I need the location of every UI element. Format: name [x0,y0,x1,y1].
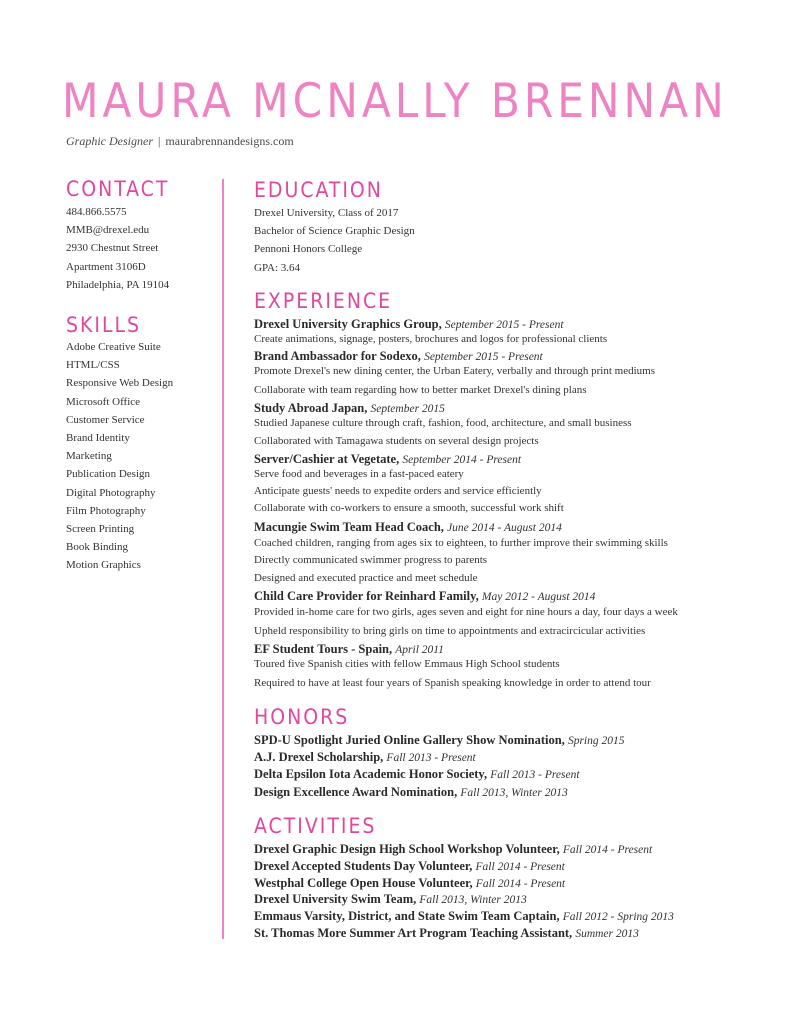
experience-heading: EXPERIENCE [254,289,393,313]
skill-item: Responsive Web Design [66,377,174,390]
honor-item [254,786,568,800]
activity-item [254,893,527,907]
contact-list [66,203,169,294]
skills-heading: SKILLS [66,313,141,337]
activity-name: St. Thomas More Summer Art Program Teaching Assistant, [254,926,573,940]
experience-detail: Toured five Spanish cities with fellow Emmaus High School students [254,658,560,670]
experience-detail: Provided in-home care for two girls, ages seven and eight for nine hours a day, four days a week [254,606,678,618]
experience-detail: Collaborate with co-workers to ensure a smooth, successful work shift [254,502,564,514]
honor-date: Fall 2013 - Present [386,752,476,764]
activity-date: Fall 2013, Winter 2013 [419,894,527,906]
experience-detail: Collaborate with team regarding how to better market Drexel's dining plans [254,384,587,396]
education-line: Bachelor of Science Graphic Design [254,225,415,237]
education-line: Drexel University, Class of 2017 [254,207,399,219]
experience-title [254,453,521,467]
activity-item [254,927,639,941]
employer-name: Drexel University Graphics Group, [254,317,442,331]
activity-name: Westphal College Open House Volunteer, [254,876,473,890]
activity-name: Emmaus Varsity, District, and State Swim Team Captain, [254,909,560,923]
activity-date: Fall 2012 - Spring 2013 [562,911,674,923]
activity-item [254,843,652,857]
experience-detail: Designed and executed practice and meet schedule [254,572,478,584]
contact-heading: CONTACT [66,177,170,201]
activity-name: Drexel Accepted Students Day Volunteer, [254,859,473,873]
honor-name: A.J. Drexel Scholarship, [254,750,384,764]
skill-item: Digital Photography [66,486,156,499]
honor-name: Design Excellence Award Nomination, [254,785,458,799]
education-line: GPA: 3.64 [254,262,301,274]
experience-date: September 2014 - Present [402,454,522,466]
contact-street: 2930 Chestnut Street [66,242,159,255]
honor-name: SPD-U Spotlight Juried Online Gallery Show Nomination, [254,733,565,747]
honor-item [254,751,476,765]
experience-title [254,590,595,604]
job-title: Graphic Designer [66,134,153,148]
activity-date: Fall 2014 - Present [475,861,565,873]
employer-name: Study Abroad Japan, [254,401,368,415]
employer-name: EF Student Tours - Spain, [254,642,393,656]
experience-detail: Studied Japanese culture through craft, fashion, food, architecture, and small business [254,417,632,429]
honors-heading: HONORS [254,705,350,729]
column-divider [222,179,224,939]
experience-date: September 2015 - Present [444,319,564,331]
activity-date: Fall 2014 - Present [475,878,566,890]
employer-name: Server/Cashier at Vegetate, [254,452,400,466]
activity-item [254,860,565,874]
experience-detail: Upheld responsibility to bring girls on time to appointments and extracircicular activities [254,625,646,637]
contact-apartment: Apartment 3106D [66,260,146,273]
skill-item: HTML/CSS [66,359,120,372]
experience-detail: Serve food and beverages in a fast-paced eatery [254,468,464,480]
skill-item: Adobe Creative Suite [66,341,161,353]
experience-detail: Create animations, signage, posters, brochures and logos for professional clients [254,333,608,345]
activities-heading: ACTIVITIES [254,814,377,838]
skill-item: Brand Identity [66,431,130,444]
skill-item: Film Photography [66,504,146,517]
experience-detail: Anticipate guests' needs to expedite orders and service efficiently [254,485,542,497]
honor-date: Spring 2015 [567,735,625,747]
website-link[interactable]: maurabrennandesigns.com [165,134,294,148]
resume-subtitle [66,134,294,149]
experience-date: May 2012 - August 2014 [481,591,596,603]
employer-name: Brand Ambassador for Sodexo, [254,349,421,363]
activity-item [254,910,674,924]
honor-item [254,734,624,748]
experience-detail: Coached children, ranging from ages six to eighteen, to further improve their swimming skills [254,537,668,549]
experience-detail: Collaborated with Tamagawa students on several design projects [254,435,539,447]
skill-item: Motion Graphics [66,559,141,572]
employer-name: Macungie Swim Team Head Coach, [254,520,444,534]
experience-title [254,521,562,535]
skill-item: Customer Service [66,413,145,426]
experience-title [254,643,444,657]
experience-title [254,318,564,332]
skill-item: Screen Printing [66,522,135,535]
activity-date: Summer 2013 [575,928,639,940]
experience-detail: Promote Drexel's new dining center, the Urban Eatery, verbally and through print mediums [254,365,655,377]
experience-title [254,402,445,416]
contact-email[interactable]: MMB@drexel.edu [66,224,150,237]
education-heading: EDUCATION [254,178,383,202]
employer-name: Child Care Provider for Reinhard Family, [254,589,479,603]
skill-item: Book Binding [66,541,129,554]
activity-name: Drexel Graphic Design High School Workshop Volunteer, [254,842,560,856]
skill-item: Microsoft Office [66,395,141,408]
activity-date: Fall 2014 - Present [562,844,653,856]
experience-date: April 2011 [395,644,444,656]
experience-date: September 2015 - Present [424,351,543,363]
honor-item [254,768,580,782]
contact-city: Philadelphia, PA 19104 [66,278,170,291]
honor-date: Fall 2013, Winter 2013 [460,787,568,799]
education-line: Pennoni Honors College [254,243,363,255]
activity-item [254,877,565,891]
skill-item: Publication Design [66,468,151,481]
experience-title [254,350,543,364]
skill-item: Marketing [66,450,112,463]
honor-date: Fall 2013 - Present [490,769,580,781]
experience-detail: Directly communicated swimmer progress to parents [254,554,488,566]
subtitle-separator: | [158,134,161,148]
experience-date: June 2014 - August 2014 [447,522,562,534]
skills-list [66,338,173,574]
activity-name: Drexel University Swim Team, [254,892,417,906]
experience-date: September 2015 [370,403,445,415]
resume-name: MAURA MCNALLY BRENNAN [62,74,728,129]
experience-detail: Required to have at least four years of Spanish speaking knowledge in order to attend tour [254,677,651,689]
contact-phone: 484.866.5575 [66,206,127,218]
honor-name: Delta Epsilon Iota Academic Honor Society, [254,767,488,781]
